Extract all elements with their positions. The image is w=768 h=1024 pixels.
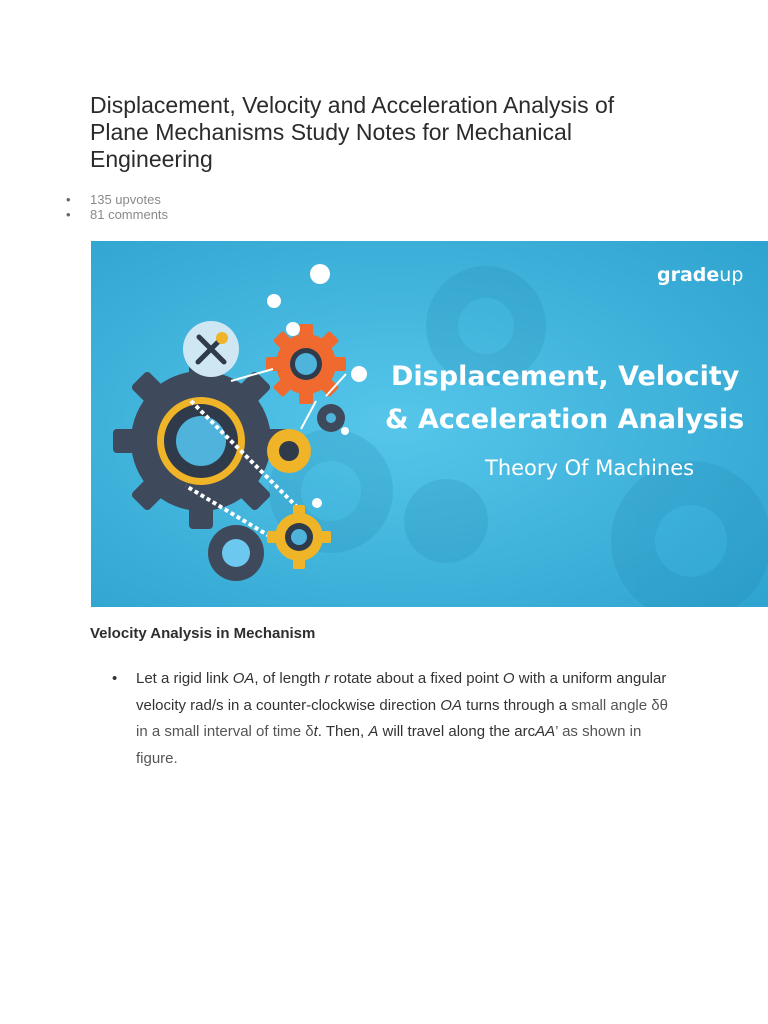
article-title: Displacement, Velocity and Acceleration Analysis of Plane Mechanisms Study Notes for Mechanical Engineering xyxy=(90,92,615,172)
list-item: • Let a rigid link OA, of length r rotate about a fixed point O with a uniform angular velocity rad/s in a counter-clockwise direction OA turns through a small angle δθ in a small interval of time δt. Then, A will travel along the arcAA’ as shown in figure. xyxy=(112,666,672,772)
hero-banner xyxy=(91,241,768,607)
banner-line-2: & Acceleration Analysis xyxy=(385,404,745,435)
content-list xyxy=(112,666,672,772)
banner-graphic xyxy=(91,241,768,607)
section-heading: Velocity Analysis in Mechanism xyxy=(90,625,316,642)
comment-count: • 81 comments xyxy=(66,207,168,222)
banner-line-1: Displacement, Velocity xyxy=(391,361,740,392)
article-meta xyxy=(66,192,168,222)
upvote-count: • 135 upvotes xyxy=(66,192,168,207)
banner-line-3: Theory Of Machines xyxy=(485,456,695,480)
brand-logo: gradeup xyxy=(657,264,744,286)
